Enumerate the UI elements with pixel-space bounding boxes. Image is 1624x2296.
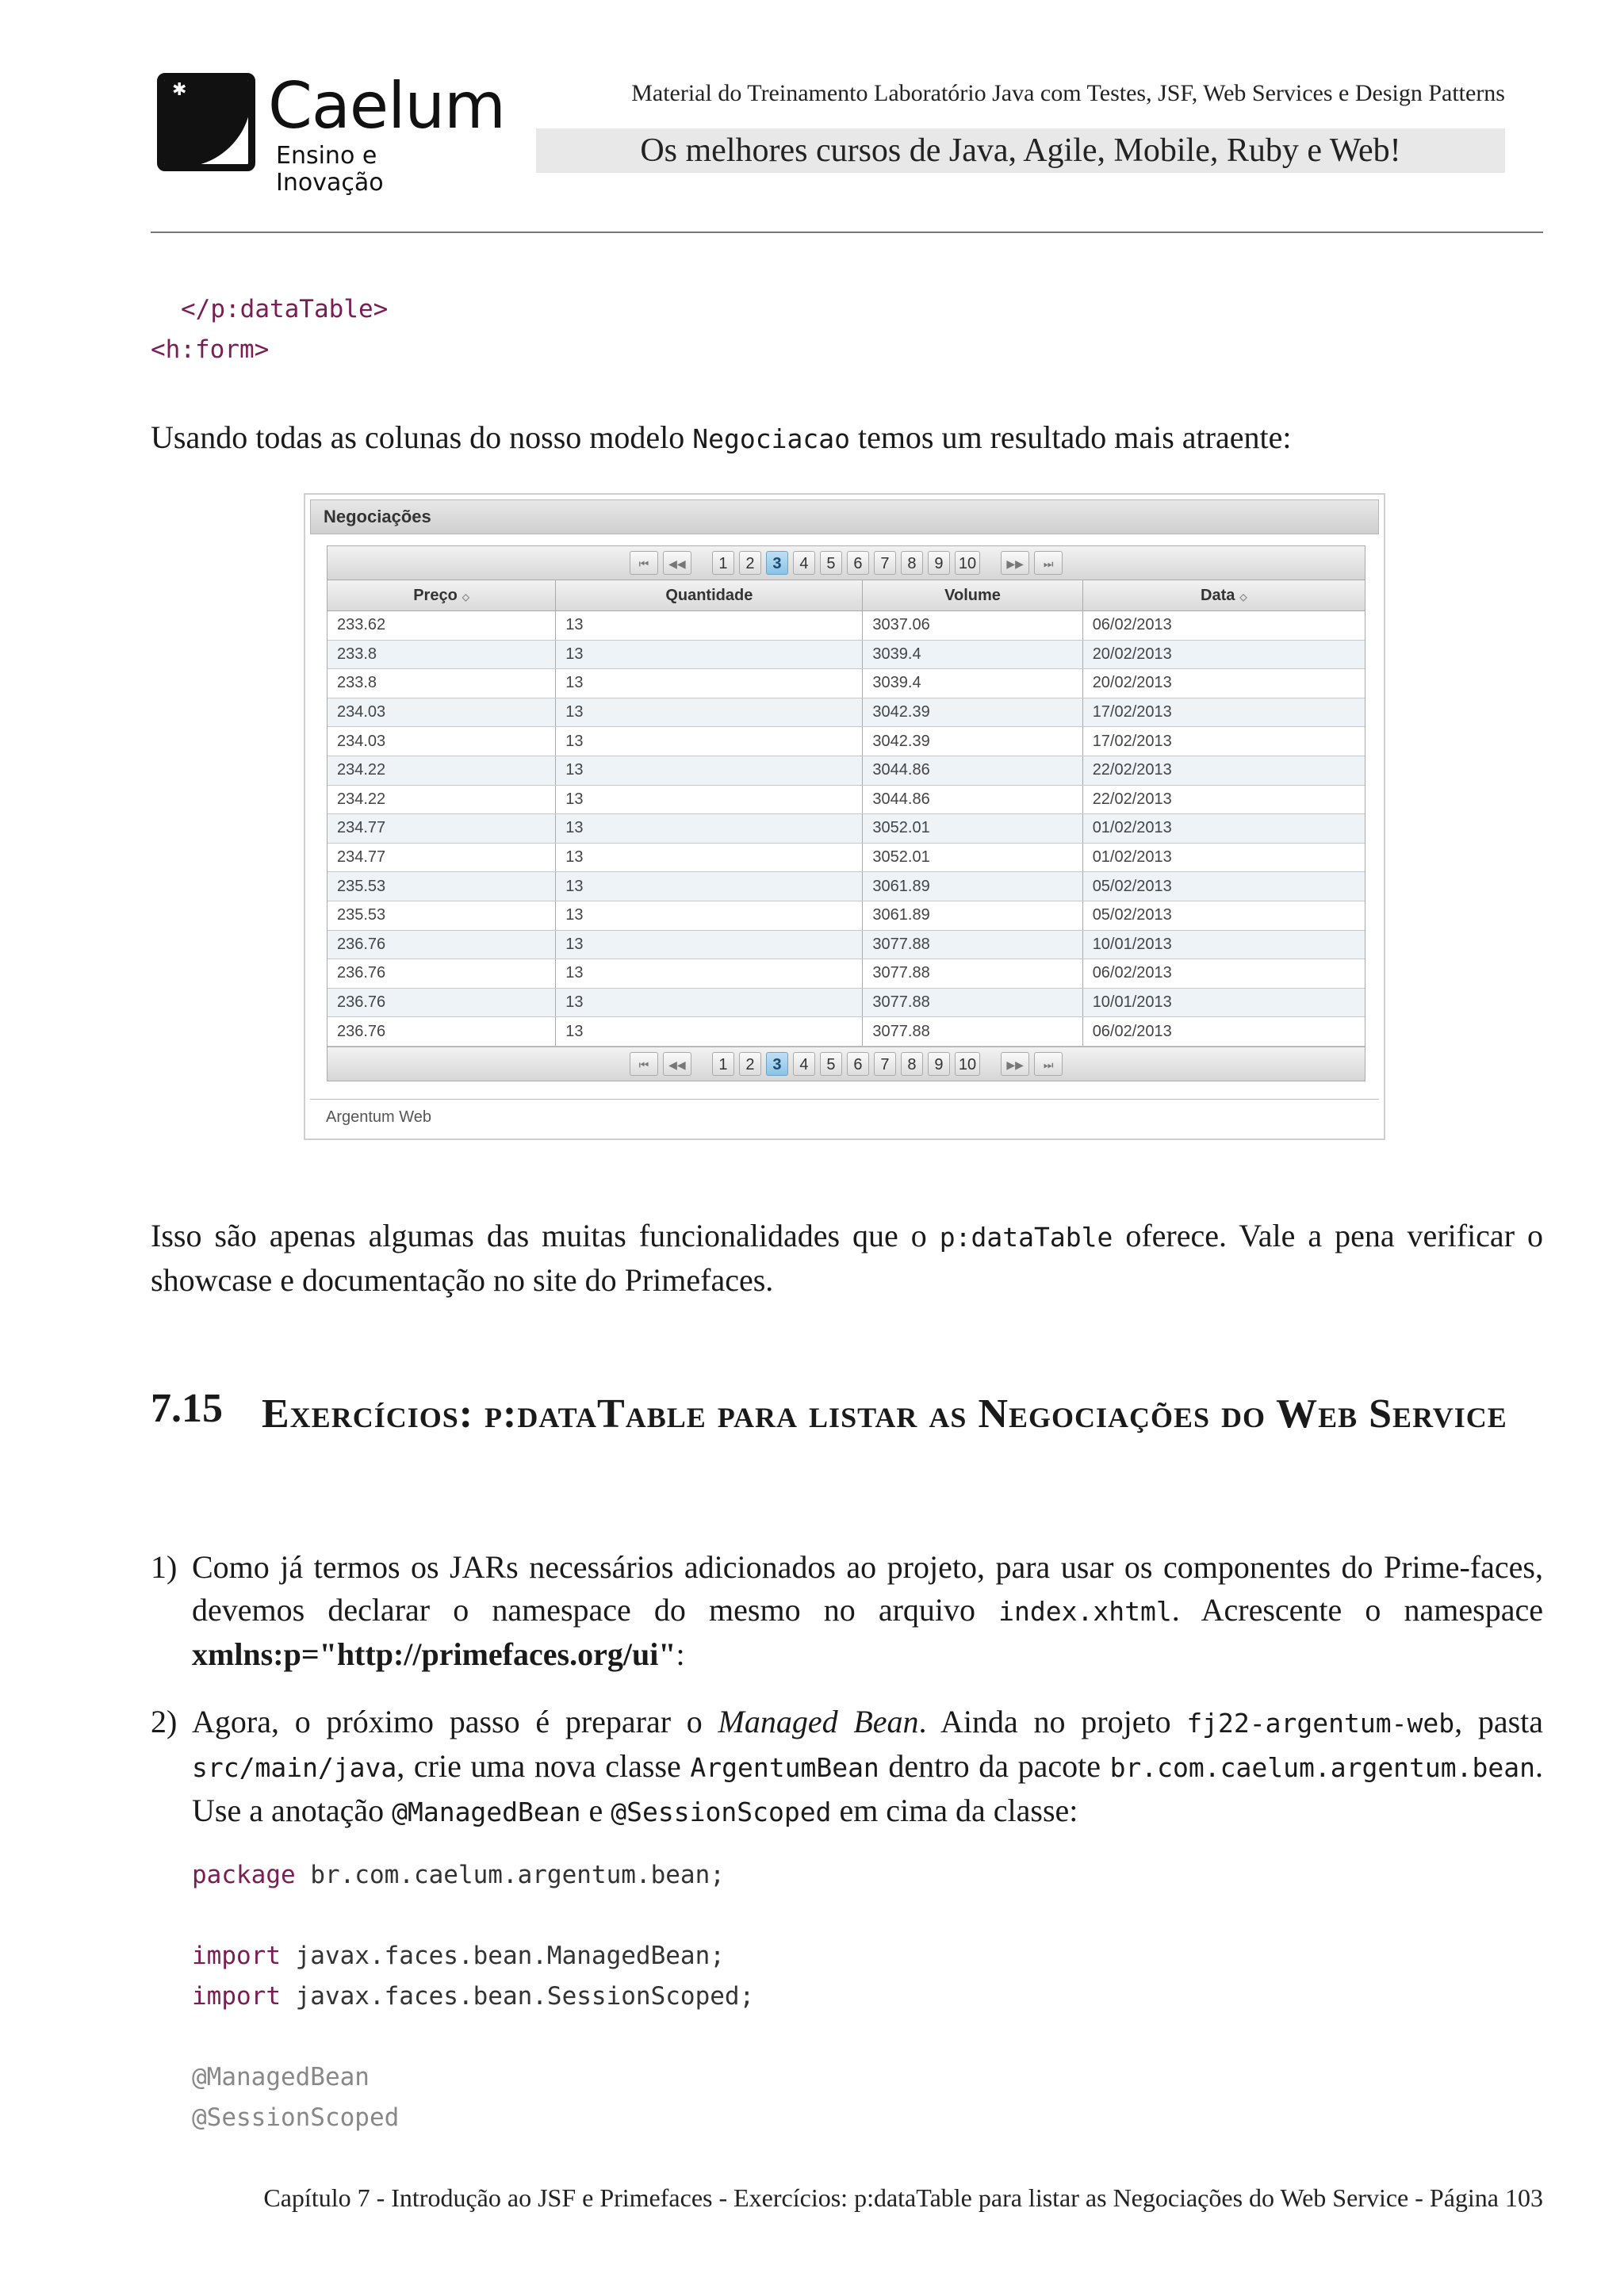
header-divider (151, 232, 1543, 233)
table-cell: 234.22 (327, 785, 556, 814)
datatable-screenshot (304, 493, 1385, 1140)
table-cell: 13 (556, 843, 863, 872)
table-cell: 01/02/2013 (1082, 814, 1365, 844)
data-table (327, 545, 1365, 1081)
code-annotation-sessionscoped: @SessionScoped (192, 2103, 400, 2132)
table-cell: 234.03 (327, 727, 556, 756)
code-annotation-managedbean: @ManagedBean (192, 2063, 370, 2091)
column-header-data[interactable]: Data ◇ (1082, 580, 1365, 611)
table-cell: 3042.39 (863, 727, 1082, 756)
page-link-7[interactable]: 7 (874, 1052, 896, 1076)
table-cell: 13 (556, 727, 863, 756)
table-cell: 22/02/2013 (1082, 756, 1365, 785)
logo-tagline: Ensino e Inovação (276, 142, 384, 197)
page-link-9[interactable]: 9 (928, 551, 950, 575)
table-cell: 06/02/2013 (1082, 611, 1365, 641)
table-row (327, 756, 1365, 785)
table-row (327, 669, 1365, 698)
page-link-6[interactable]: 6 (847, 1052, 869, 1076)
table-cell: 13 (556, 785, 863, 814)
table-cell: 10/01/2013 (1082, 988, 1365, 1017)
next-page-button[interactable]: ▶▶ (1001, 1052, 1029, 1076)
table-cell: 13 (556, 669, 863, 698)
table-body (327, 611, 1365, 1047)
table-row (327, 988, 1365, 1017)
table-cell: 10/01/2013 (1082, 930, 1365, 959)
first-page-button[interactable]: ⏮ (630, 1052, 658, 1076)
table-cell: 3037.06 (863, 611, 1082, 641)
header-slogan: Os melhores cursos de Java, Agile, Mobile, Ruby e Web! (536, 128, 1505, 173)
header-title: Material do Treinamento Laboratório Java com Testes, JSF, Web Services e Design Patterns (631, 80, 1505, 106)
code-import-line-2: import javax.faces.bean.SessionScoped; (192, 1982, 755, 2011)
page-link-2[interactable]: 2 (739, 551, 761, 575)
table-cell: 3077.88 (863, 988, 1082, 1017)
page-link-8[interactable]: 8 (901, 551, 923, 575)
page-link-10[interactable]: 10 (955, 1052, 980, 1076)
table-cell: 235.53 (327, 901, 556, 930)
section-number: 7.15 (151, 1386, 223, 1431)
page-link-10[interactable]: 10 (955, 551, 980, 575)
table-cell: 233.8 (327, 640, 556, 669)
table-cell: 13 (556, 640, 863, 669)
sort-icon[interactable]: ◇ (462, 591, 470, 603)
code-import-line-1: import javax.faces.bean.ManagedBean; (192, 1942, 725, 1970)
table-cell: 3061.89 (863, 872, 1082, 901)
table-cell: 20/02/2013 (1082, 640, 1365, 669)
table-row (327, 611, 1365, 641)
page-link-7[interactable]: 7 (874, 551, 896, 575)
table-cell: 3052.01 (863, 843, 1082, 872)
page-link-6[interactable]: 6 (847, 551, 869, 575)
table-row (327, 872, 1365, 901)
page-link-5[interactable]: 5 (820, 551, 842, 575)
managed-bean-term: Managed Bean (718, 1704, 919, 1739)
table-cell: 234.77 (327, 814, 556, 844)
table-cell: 3052.01 (863, 814, 1082, 844)
table-cell: 13 (556, 611, 863, 641)
table-cell: 17/02/2013 (1082, 698, 1365, 727)
table-row (327, 901, 1365, 930)
last-page-button[interactable]: ⏭ (1034, 1052, 1063, 1076)
next-page-button[interactable]: ▶▶ (1001, 551, 1029, 575)
table-cell: 13 (556, 959, 863, 989)
page-links (712, 1052, 980, 1076)
page-link-3[interactable]: 3 (766, 1052, 788, 1076)
functionality-paragraph: Isso são apenas algumas das muitas funcionalidades que o p:dataTable oferece. Vale a pena verificar o showcase e documentação no site do Primefaces. (151, 1218, 1544, 1298)
first-page-button[interactable]: ⏮ (630, 551, 658, 575)
table-cell: 13 (556, 901, 863, 930)
table-cell: 05/02/2013 (1082, 901, 1365, 930)
page-link-4[interactable]: 4 (793, 1052, 815, 1076)
column-header-volume: Volume (863, 580, 1082, 611)
prev-page-button[interactable]: ◀◀ (663, 1052, 691, 1076)
table-cell: 3044.86 (863, 756, 1082, 785)
negociacoes-table (327, 580, 1365, 1047)
page-link-1[interactable]: 1 (712, 1052, 734, 1076)
table-cell: 13 (556, 872, 863, 901)
table-cell: 234.22 (327, 756, 556, 785)
last-page-button[interactable]: ⏭ (1034, 551, 1063, 575)
table-cell: 01/02/2013 (1082, 843, 1365, 872)
list-number-2: 2) (151, 1704, 178, 1739)
column-header-preco[interactable]: Preço ◇ (327, 580, 556, 611)
table-cell: 3077.88 (863, 1017, 1082, 1047)
table-cell: 233.8 (327, 669, 556, 698)
table-cell: 06/02/2013 (1082, 1017, 1365, 1047)
table-row (327, 959, 1365, 989)
page-link-1[interactable]: 1 (712, 551, 734, 575)
table-cell: 236.76 (327, 959, 556, 989)
table-cell: 236.76 (327, 1017, 556, 1047)
exercise-item-2: Agora, o próximo passo é preparar o Managed Bean. Ainda no projeto fj22-argentum-web, pasta src/main/java, crie uma nova classe ArgentumBean dentro da pacote br.com.caelum.argentum.bean. Use a anotação @ManagedBean e @SessionScoped em cima da classe: (192, 1704, 1543, 1828)
panel-footer-divider (310, 1099, 1379, 1100)
table-cell: 13 (556, 1017, 863, 1047)
list-number-1: 1) (151, 1549, 178, 1585)
prev-page-button[interactable]: ◀◀ (663, 551, 691, 575)
index-file-code: index.xhtml (998, 1596, 1172, 1627)
page-link-8[interactable]: 8 (901, 1052, 923, 1076)
intro-paragraph: Usando todas as colunas do nosso modelo Negociacao temos um resultado mais atraente: (151, 419, 1292, 455)
logo-name: Caelum (268, 69, 505, 143)
table-cell: 13 (556, 814, 863, 844)
table-row (327, 930, 1365, 959)
table-row (327, 727, 1365, 756)
paginator-top (327, 546, 1365, 580)
table-cell: 22/02/2013 (1082, 785, 1365, 814)
table-cell: 20/02/2013 (1082, 669, 1365, 698)
page-link-4[interactable]: 4 (793, 551, 815, 575)
exercise-item-1: Como já termos os JARs necessários adicionados ao projeto, para usar os componentes do Prime-faces, devemos declarar o namespace do mesmo no arquivo index.xhtml. Acrescente o namespace xmlns:p="http://primefaces.org/ui": (192, 1549, 1544, 1672)
table-cell: 05/02/2013 (1082, 872, 1365, 901)
table-cell: 3039.4 (863, 640, 1082, 669)
table-cell: 17/02/2013 (1082, 727, 1365, 756)
column-header-quantidade: Quantidade (556, 580, 863, 611)
namespace-declaration: xmlns:p="http://primefaces.org/ui" (192, 1636, 676, 1672)
panel-footer: Argentum Web (326, 1108, 432, 1126)
table-cell: 13 (556, 756, 863, 785)
code-package-line: package br.com.caelum.argentum.bean; (192, 1861, 725, 1889)
panel-title: Negociações (310, 499, 1379, 534)
table-cell: 234.77 (327, 843, 556, 872)
table-cell: 3042.39 (863, 698, 1082, 727)
table-cell: 3077.88 (863, 930, 1082, 959)
section-title: Exercícios: p:dataTable para listar as Negociações do Web Service (262, 1391, 1507, 1437)
code-line-close-datatable: </p:dataTable> (181, 295, 389, 323)
table-row (327, 785, 1365, 814)
caelum-logo (157, 68, 505, 197)
table-cell: 233.62 (327, 611, 556, 641)
page-link-5[interactable]: 5 (820, 1052, 842, 1076)
page-link-3[interactable]: 3 (766, 551, 788, 575)
sort-icon[interactable]: ◇ (1239, 591, 1247, 603)
table-cell: 13 (556, 930, 863, 959)
code-line-hform: <h:form> (151, 335, 270, 364)
table-cell: 236.76 (327, 988, 556, 1017)
datatable-code: p:dataTable (939, 1222, 1113, 1253)
page-links (712, 551, 980, 575)
table-cell: 235.53 (327, 872, 556, 901)
table-row (327, 640, 1365, 669)
page-link-9[interactable]: 9 (928, 1052, 950, 1076)
table-cell: 13 (556, 698, 863, 727)
table-row (327, 698, 1365, 727)
table-cell: 3039.4 (863, 669, 1082, 698)
table-row (327, 843, 1365, 872)
model-code: Negociacao (692, 423, 850, 454)
logo-mark-icon: ✱ (157, 73, 255, 171)
table-cell: 3077.88 (863, 959, 1082, 989)
page-footer: Capítulo 7 - Introdução ao JSF e Primefaces - Exercícios: p:dataTable para listar as Negociações do Web Service - Página 103 (263, 2183, 1543, 2212)
table-cell: 236.76 (327, 930, 556, 959)
table-cell: 3061.89 (863, 901, 1082, 930)
table-row (327, 814, 1365, 844)
paginator-bottom (327, 1047, 1365, 1081)
table-cell: 06/02/2013 (1082, 959, 1365, 989)
table-row (327, 1017, 1365, 1047)
table-cell: 13 (556, 988, 863, 1017)
table-cell: 234.03 (327, 698, 556, 727)
table-cell: 3044.86 (863, 785, 1082, 814)
page-link-2[interactable]: 2 (739, 1052, 761, 1076)
